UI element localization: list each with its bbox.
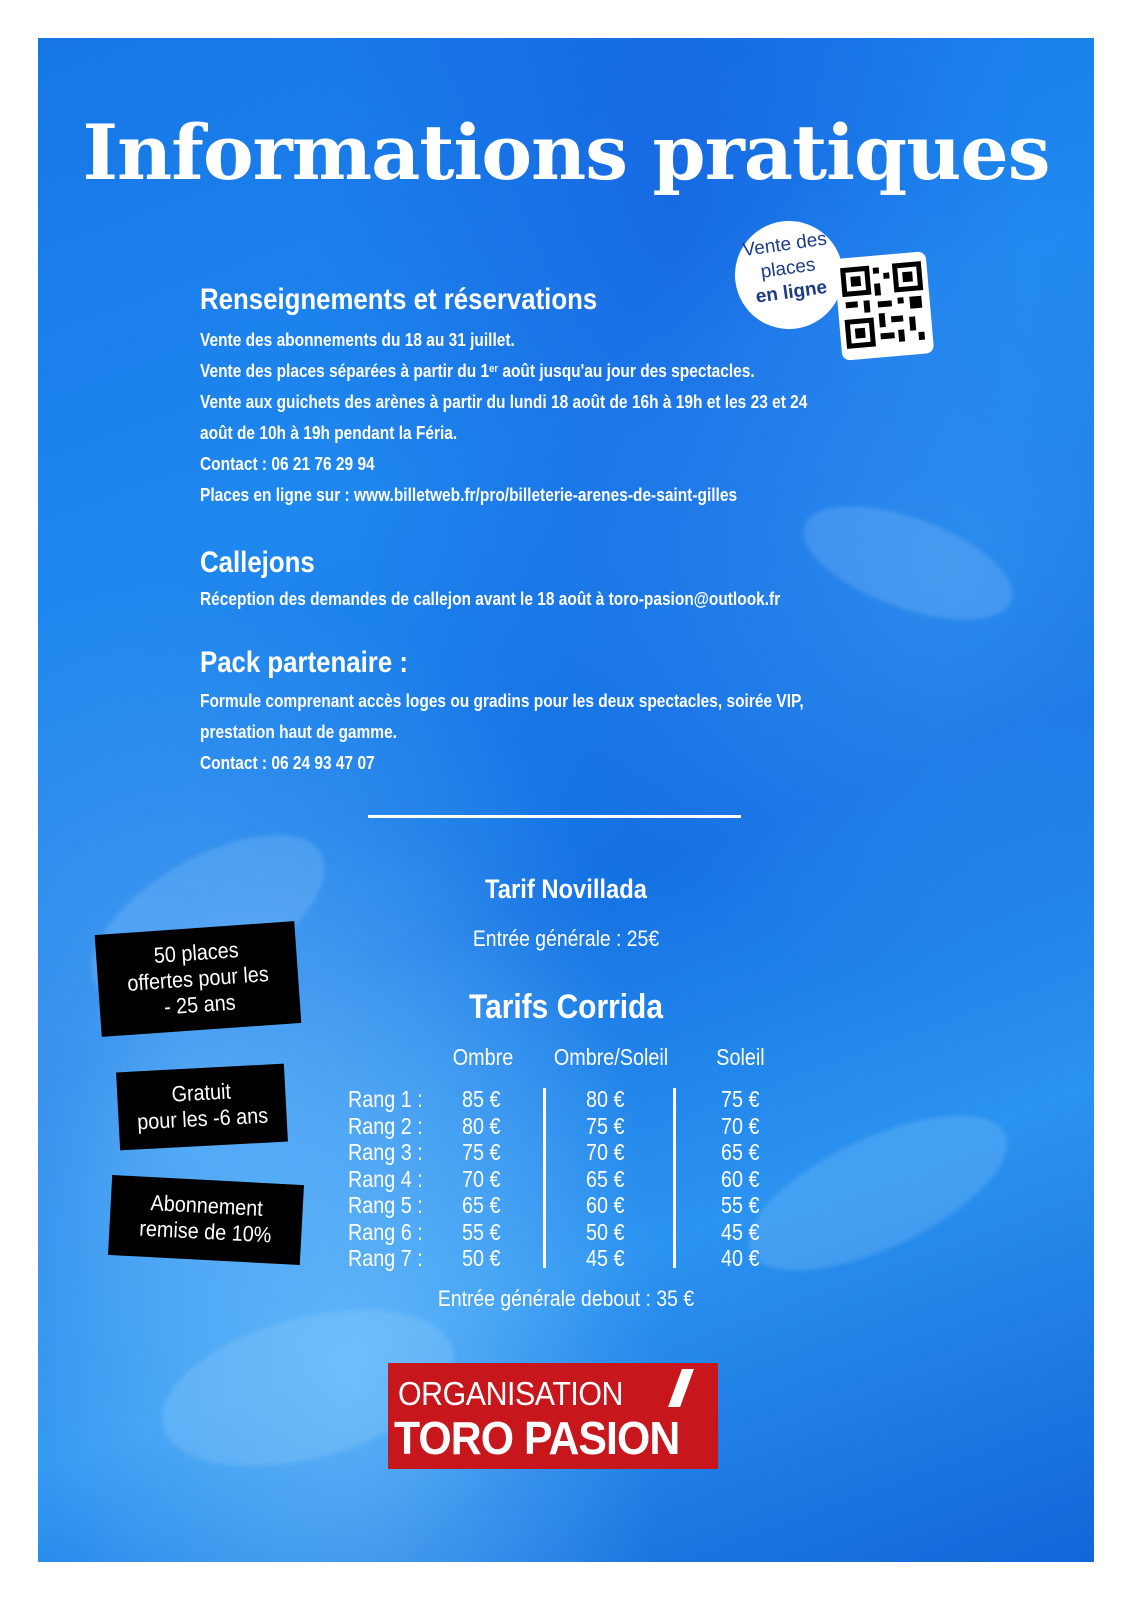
- badge-line: Abonnement: [150, 1190, 264, 1221]
- logo-slash-icon: [668, 1369, 694, 1407]
- novillada-title: Tarif Novillada: [485, 874, 647, 904]
- ombre-prices: [462, 1086, 500, 1272]
- rang-label: Rang 2 :: [348, 1112, 423, 1139]
- divider: [368, 815, 741, 818]
- logo-line-organisation: ORGANISATION: [398, 1375, 624, 1412]
- section-callejons: [200, 546, 960, 615]
- info-line: prestation haut de gamme.: [200, 722, 397, 742]
- info-line: Formule comprenant accès loges ou gradins pour les deux spectacles, soirée VIP,: [200, 691, 804, 711]
- callejon-email-line[interactable]: Réception des demandes de callejon avant le 18 août à toro-pasion@outlook.fr: [200, 589, 781, 609]
- rang-label: Rang 1 :: [348, 1086, 423, 1112]
- texture-streak: [728, 1084, 1028, 1302]
- youth-offer-badge: [95, 921, 302, 1037]
- ombre-soleil-prices: [586, 1086, 624, 1272]
- online-tickets-link[interactable]: Places en ligne sur : www.billetweb.fr/pro/billeterie-arenes-de-saint-gilles: [200, 485, 738, 505]
- price-cell: 50 €: [462, 1245, 501, 1271]
- price-cell: 70 €: [586, 1139, 625, 1165]
- column-separator: [673, 1088, 676, 1268]
- info-text: Vente des places séparées à partir du 1: [200, 361, 490, 381]
- price-cell: 55 €: [462, 1218, 501, 1245]
- logo-line-toro-pasion: TORO PASION: [394, 1412, 680, 1464]
- page-title: Informations pratiques: [82, 108, 1050, 197]
- rang-label: Rang 7 :: [348, 1245, 423, 1271]
- contact-phone[interactable]: Contact : 06 21 76 29 94: [200, 454, 375, 474]
- soleil-prices: [721, 1086, 759, 1272]
- column-header-ombre-soleil: Ombre/Soleil: [553, 1044, 669, 1070]
- info-text: août jusqu'au jour des spectacles.: [498, 361, 755, 381]
- rang-labels: [348, 1086, 423, 1272]
- price-cell: 40 €: [721, 1245, 760, 1271]
- column-header-soleil: Soleil: [716, 1044, 765, 1070]
- price-cell: 65 €: [721, 1139, 760, 1165]
- section-heading: Renseignements et réservations: [200, 283, 598, 316]
- price-cell: 80 €: [462, 1112, 501, 1139]
- price-cell: 65 €: [462, 1192, 501, 1218]
- section-pack-partenaire: [200, 646, 960, 779]
- section-heading: Callejons: [200, 546, 315, 579]
- column-header-ombre: Ombre: [452, 1044, 514, 1070]
- price-cell: 70 €: [721, 1112, 760, 1139]
- section-heading: Pack partenaire :: [200, 646, 408, 679]
- rang-label: Rang 6 :: [348, 1218, 423, 1245]
- contact-phone[interactable]: Contact : 06 24 93 47 07: [200, 753, 375, 773]
- column-separator: [543, 1088, 546, 1268]
- price-cell: 45 €: [586, 1245, 625, 1271]
- rang-label: Rang 4 :: [348, 1165, 423, 1192]
- price-cell: 70 €: [462, 1165, 501, 1192]
- qr-badge-line-bold: en ligne: [754, 276, 829, 308]
- badge-line: Gratuit: [170, 1078, 232, 1107]
- badge-line: remise de 10%: [138, 1215, 272, 1248]
- novillada-price: Entrée générale : 25€: [472, 926, 660, 951]
- rang-label: Rang 5 :: [348, 1192, 423, 1218]
- price-cell: 85 €: [462, 1086, 501, 1112]
- price-cell: 45 €: [721, 1218, 760, 1245]
- badge-line: pour les -6 ans: [136, 1102, 269, 1135]
- badge-line: - 25 ans: [163, 989, 237, 1020]
- poster-background: [38, 38, 1094, 1562]
- price-cell: 55 €: [721, 1192, 760, 1218]
- superscript: er: [489, 363, 499, 375]
- info-line: Vente des abonnements du 18 au 31 juillet.: [200, 330, 515, 350]
- corrida-title: Tarifs Corrida: [469, 988, 663, 1026]
- section-renseignements: [200, 283, 960, 511]
- info-line: [200, 356, 854, 387]
- subscription-discount-badge: [108, 1175, 304, 1265]
- general-standing-price: Entrée générale debout : 35 €: [437, 1286, 695, 1311]
- price-cell: 50 €: [586, 1218, 625, 1245]
- toro-pasion-logo: [388, 1363, 718, 1469]
- info-line: Vente aux guichets des arènes à partir du lundi 18 août de 16h à 19h et les 23 et 24: [200, 392, 808, 412]
- info-line: août de 10h à 19h pendant la Féria.: [200, 423, 458, 443]
- qr-badge-line: Vente des: [741, 228, 829, 262]
- badge-line: offertes pour les: [126, 961, 270, 996]
- badge-line: 50 places: [152, 937, 240, 968]
- price-cell: 75 €: [462, 1139, 501, 1165]
- free-under-6-badge: [116, 1064, 288, 1151]
- price-cell: 75 €: [586, 1112, 625, 1139]
- price-cell: 60 €: [586, 1192, 625, 1218]
- price-cell: 60 €: [721, 1165, 760, 1192]
- rang-label: Rang 3 :: [348, 1139, 423, 1165]
- price-cell: 65 €: [586, 1165, 625, 1192]
- qr-badge-line: places: [759, 254, 817, 283]
- price-cell: 80 €: [586, 1086, 625, 1112]
- price-cell: 75 €: [721, 1086, 760, 1112]
